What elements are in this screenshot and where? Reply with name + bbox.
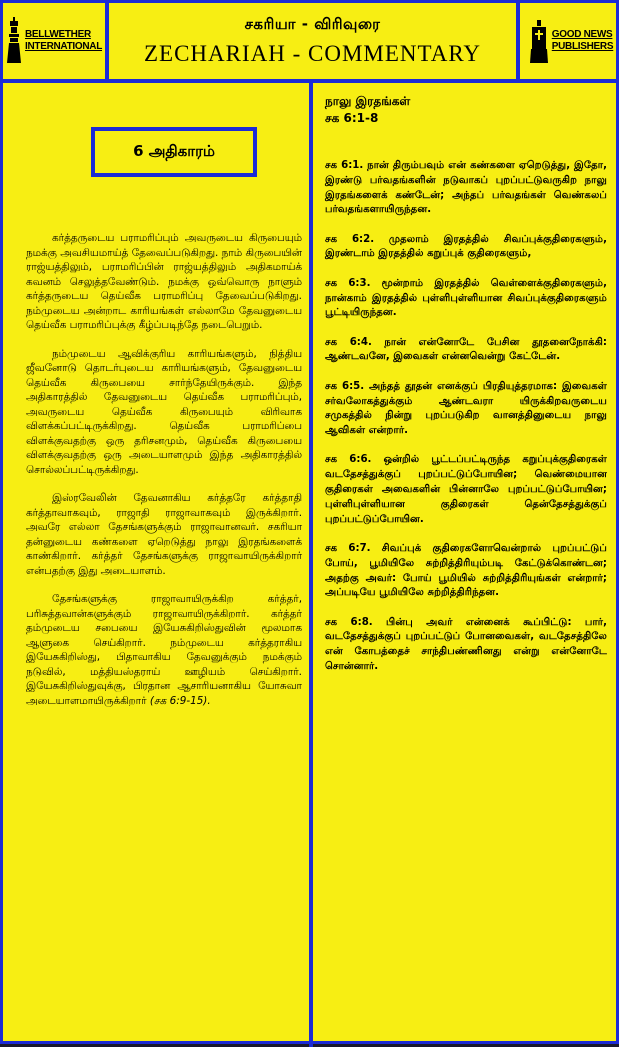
verse: சக 6:8. பின்பு அவர் என்னைக் கூப்பிட்டு: பார், வடதேசத்துக்குப் புறப்பட்டுப் போனவைகள், வடதேசத்திலே என் கோபத்தைச் சாந்திபண்ணினது என்று என்னோடே சொன்னார். — [325, 616, 607, 673]
verse: சக 6:5. அந்தத் தூதன் எனக்குப் பிரதியுத்தரமாக: இவைகள் சர்வலோகத்துக்கும் ஆண்டவரா யிருக்கிறவருடைய சமுகத்தில் நின்று புறப்படுகிற வானத்தினுடைய நாலு ஆவிகள் என்றார். — [325, 380, 607, 437]
paragraph: கர்த்தருடைய பராமரிப்பும் அவருடைய கிருபையும் நமக்கு அவசியமாய்த் தேவைப்படுகிறது. நாம் கிருபையின் ராஜ்யத்திலும், பராமரிப்பின் ராஜ்யத்திலும் அதிகமாய்க் கவனம் செலுத்தவேண்டும். நமக்கு ஒவ்வொரு நாளும் கர்த்தருடைய தெய்வீக பராமரிப்பு தேவைப்படுகிறது. நம்முடைய அன்றாட காரியங்கள் எல்லாமே தேவனுடைய தெய்வீக பராமரிப்புக்கு கீழ்ப்படிந்தே நடைபெறும். — [26, 232, 302, 331]
paragraph — [26, 592, 302, 708]
verse: சக 6:2. முதலாம் இரதத்தில் சிவப்புக்குதிரைகளும், இரண்டாம் இரதத்தில் கறுப்புக் குதிரைகளும், — [325, 233, 607, 260]
section-heading — [325, 93, 605, 127]
section-reference: சக 6:1-8 — [325, 111, 379, 125]
logo-line-2: INTERNATIONAL — [24, 41, 103, 52]
verse: சக 6:1. நான் திரும்பவும் என் கண்களை ஏறெடுத்து, இதோ, இரண்டு பர்வதங்களின் நடுவாகப் புறப்பட்டுவருகிற நாலு இரதங்களைக் கண்டேன்; அந்தப் பர்வதங்கள் வெண்கலப் பர்வதங்களாயிருந்தன. — [325, 160, 607, 216]
logo-line-1: GOOD NEWS — [551, 29, 613, 40]
verse: சக 6:3. மூன்றாம் இரதத்தில் வெள்ளைக்குதிரைகளும், நான்காம் இரதத்தில் புள்ளிபுள்ளியான சிவப்புக்குதிரைகளும் பூட்டியிருந்தன. — [325, 277, 607, 319]
section-title: நாலு இரதங்கள் — [325, 94, 411, 108]
good-news-logo — [516, 3, 619, 79]
paragraph-text: தேசங்களுக்கு ராஜாவாயிருக்கிற கர்த்தர், பரிசுத்தவான்களுக்கும் ராஜாவாயிருக்கிறார். கர்த்தர் தம்முடைய சபையை இயேசுகிறிஸ்துவின் மூலமாக ஆளுகை செய்கிறார். நம்முடைய கர்த்தராகிய இயேசுகிறிஸ்து, பிதாவாகிய தேவனுக்கும் நமக்கும் நடுவில், மத்தியஸ்தராய் ஊழியம் செய்கிறார். இயேசுகிறிஸ்துவுக்கு, பிரதான ஆசாரியனாகிய யோசுவா அடையாளமாயிருக்கிறார் — [26, 593, 302, 707]
paragraph: இஸ்ரவேலின் தேவனாகிய கர்த்தரே கர்த்தாதி கர்த்தாவாகவும், ராஜாதி ராஜாவாகவும் இருக்கிறார். அவரே எல்லா தேசங்களுக்கும் ராஜாவானவர். சகரியா தன்னுடைய கண்களை ஏறெடுத்து நாலு இரதங்களைக் காண்கிறார். கர்த்தர் தேசங்களுக்கு ராஜாவாயிருக்கிறார் என்பதற்கு இது அடையாளம். — [26, 492, 302, 577]
bellwether-icon — [6, 17, 22, 65]
commentary-column — [6, 83, 309, 1044]
title-block — [109, 3, 516, 79]
title-tamil: சகரியா - விரிவுரை — [244, 15, 381, 33]
bellwether-logo — [3, 3, 109, 79]
verse: சக 6:4. நான் என்னோடே பேசின தூதனைநோக்கி: ஆண்டவனே, இவைகள் என்னவென்று கேட்டேன். — [325, 336, 607, 363]
title-english: ZECHARIAH - COMMENTARY — [143, 41, 482, 66]
verse: சக 6:6. ஒன்றில் பூட்டப்பட்டிருந்த கறுப்புக்குதிரைகள் வடதேசத்துக்குப் புறப்பட்டுப்போயின; வெண்மையான குதிரைகள் அவைகளின் பின்னாலே புறப்பட்டுப்போயின; புள்ளிபுள்ளியான குதிரைகள் தென்தேசத்துக்குப் புறப்பட்டுப்போயின. — [325, 454, 607, 525]
bible-icon — [529, 19, 549, 63]
header — [3, 3, 619, 83]
scripture-reference: (சக 6:9-15). — [149, 694, 211, 707]
verse: சக 6:7. சிவப்புக் குதிரைகளோவென்றால் புறப்பட்டுப் போய், பூமியிலே சுற்றித்திரியும்படி கேட்டுக்கொண்டன; அதற்கு அவர்: போய் பூமியில் சுற்றித்திரியுங்கள் என்றார்; அப்படியே பூமியிலே சுற்றித்திரிந்தன. — [325, 542, 607, 599]
scripture-column — [313, 83, 619, 1044]
logo-line-1: BELLWETHER — [24, 29, 91, 40]
paragraph: நம்முடைய ஆவிக்குரிய காரியங்களும், நித்திய ஜீவனோடு தொடர்புடைய காரியங்களும், தேவனுடைய தெய்வீக கிருபையை சார்ந்தேயிருக்கும். இந்த அதிகாரத்தில் தேவனுடைய தெய்வீக பராமரிப்பும், அவருடைய தெய்வீக கிருபையும் விரிவாக விளக்கப்பட்டிருக்கிறது. தெய்வீக பராமரிப்பை விளக்குவதற்கு ஒரு தரிசனமும், தெய்வீக கிருபையை விளக்குவதற்கு ஒரு அடையாளமும் இந்த அதிகாரத்தில் சொல்லப்பட்டிருக்கிறது. — [26, 347, 302, 476]
verse-list — [325, 159, 607, 689]
commentary-text — [26, 231, 302, 722]
logo-line-2: PUBLISHERS — [551, 41, 614, 52]
chapter-heading: 6 அதிகாரம் — [91, 127, 257, 177]
